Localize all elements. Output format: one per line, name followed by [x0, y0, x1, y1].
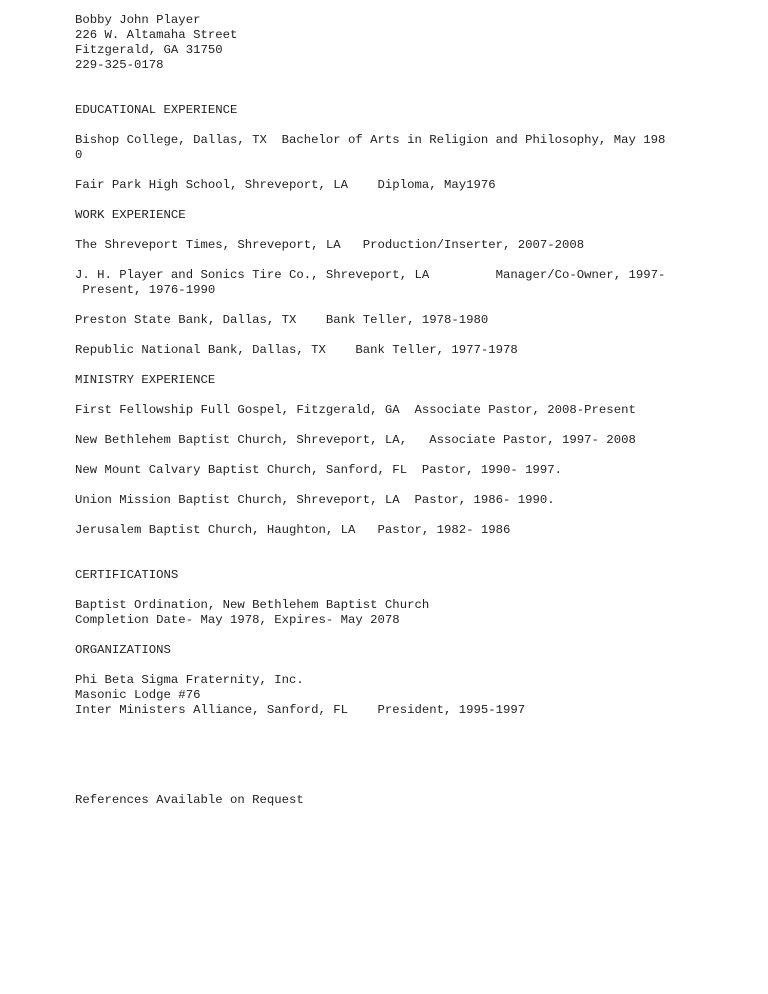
organization-entry: Inter Ministers Alliance, Sanford, FL President, 1995-1997 [75, 703, 526, 717]
education-entry-continued: 0 [75, 148, 83, 162]
contact-phone: 229-325-0178 [75, 58, 164, 72]
contact-name: Bobby John Player [75, 13, 201, 27]
ministry-entry: First Fellowship Full Gospel, Fitzgerald, GA Associate Pastor, 2008-Present [75, 403, 636, 417]
ministry-entry: Union Mission Baptist Church, Shreveport, LA Pastor, 1986- 1990. [75, 493, 555, 507]
certification-entry: Completion Date- May 1978, Expires- May 2078 [75, 613, 400, 627]
ministry-entry: New Mount Calvary Baptist Church, Sanford, FL Pastor, 1990- 1997. [75, 463, 563, 477]
organization-entry: Phi Beta Sigma Fraternity, Inc. [75, 673, 304, 687]
contact-street: 226 W. Altamaha Street [75, 28, 238, 42]
organization-entry: Masonic Lodge #76 [75, 688, 201, 702]
education-entry: Bishop College, Dallas, TX Bachelor of Arts in Religion and Philosophy, May 198 [75, 133, 666, 147]
work-entry: J. H. Player and Sonics Tire Co., Shreveport, LA Manager/Co-Owner, 1997- [75, 268, 666, 282]
education-heading: EDUCATIONAL EXPERIENCE [75, 103, 238, 117]
ministry-entry: New Bethlehem Baptist Church, Shreveport, LA, Associate Pastor, 1997- 2008 [75, 433, 636, 447]
certifications-heading: CERTIFICATIONS [75, 568, 179, 582]
ministry-heading: MINISTRY EXPERIENCE [75, 373, 216, 387]
certification-entry: Baptist Ordination, New Bethlehem Baptist Church [75, 598, 430, 612]
work-entry: The Shreveport Times, Shreveport, LA Production/Inserter, 2007-2008 [75, 238, 585, 252]
resume-page [75, 13, 735, 808]
work-entry: Republic National Bank, Dallas, TX Bank Teller, 1977-1978 [75, 343, 518, 357]
work-entry: Preston State Bank, Dallas, TX Bank Teller, 1978-1980 [75, 313, 489, 327]
references-note: References Available on Request [75, 793, 304, 807]
contact-city: Fitzgerald, GA 31750 [75, 43, 223, 57]
work-heading: WORK EXPERIENCE [75, 208, 186, 222]
education-entry: Fair Park High School, Shreveport, LA Diploma, May1976 [75, 178, 496, 192]
work-entry-continued: Present, 1976-1990 [75, 283, 216, 297]
ministry-entry: Jerusalem Baptist Church, Haughton, LA Pastor, 1982- 1986 [75, 523, 511, 537]
organizations-heading: ORGANIZATIONS [75, 643, 171, 657]
